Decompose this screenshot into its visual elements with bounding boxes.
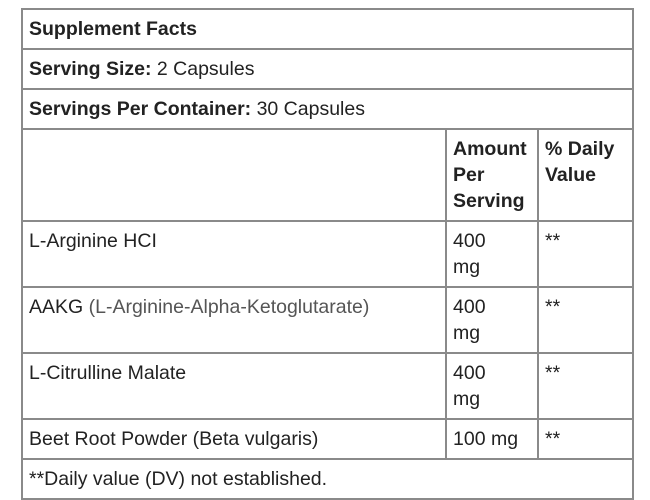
amount-line: 100 mg [453, 428, 519, 450]
amount-line: mg [453, 388, 481, 410]
amount-header-line: Per [453, 164, 485, 186]
amount-line: 400 [453, 296, 486, 318]
ingredient-amount [446, 353, 538, 419]
serving-size-row [22, 49, 633, 89]
amount-header-line: Amount [453, 138, 527, 160]
ingredient-name: Beet Root Powder (Beta vulgaris) [22, 419, 446, 459]
ingredient-daily-value: ** [538, 419, 633, 459]
daily-header-line: % Daily [545, 138, 615, 160]
footnote: **Daily value (DV) not established. [22, 459, 633, 499]
amount-line: mg [453, 322, 481, 344]
daily-value-header [538, 129, 633, 221]
ingredient-row [22, 287, 633, 353]
ingredient-row [22, 353, 633, 419]
ingredient-amount [446, 419, 538, 459]
servings-per-container-label: Servings Per Container: [29, 98, 252, 120]
servings-per-container-value: 30 Capsules [256, 98, 365, 120]
ingredient-name: AAKG [29, 296, 84, 318]
servings-per-container-row [22, 89, 633, 129]
daily-header-line: Value [545, 164, 596, 186]
ingredient-detail: (L-Arginine-Alpha-Ketoglutarate) [88, 296, 370, 318]
ingredient-amount [446, 287, 538, 353]
serving-size-value: 2 Capsules [156, 58, 255, 80]
serving-size-label: Serving Size: [29, 58, 152, 80]
supplement-facts-table [21, 8, 634, 500]
table-title: Supplement Facts [22, 9, 633, 49]
amount-line: 400 [453, 362, 486, 384]
ingredient-amount [446, 221, 538, 287]
ingredient-daily-value: ** [538, 287, 633, 353]
ingredient-row [22, 221, 633, 287]
amount-per-serving-header [446, 129, 538, 221]
header-blank-cell [22, 129, 446, 221]
amount-header-line: Serving [453, 190, 525, 212]
ingredient-daily-value: ** [538, 353, 633, 419]
ingredient-name-cell [22, 287, 446, 353]
ingredient-name: L-Citrulline Malate [22, 353, 446, 419]
amount-line: 400 [453, 230, 486, 252]
ingredient-name: L-Arginine HCI [22, 221, 446, 287]
ingredient-row [22, 419, 633, 459]
amount-line: mg [453, 256, 481, 278]
ingredient-daily-value: ** [538, 221, 633, 287]
